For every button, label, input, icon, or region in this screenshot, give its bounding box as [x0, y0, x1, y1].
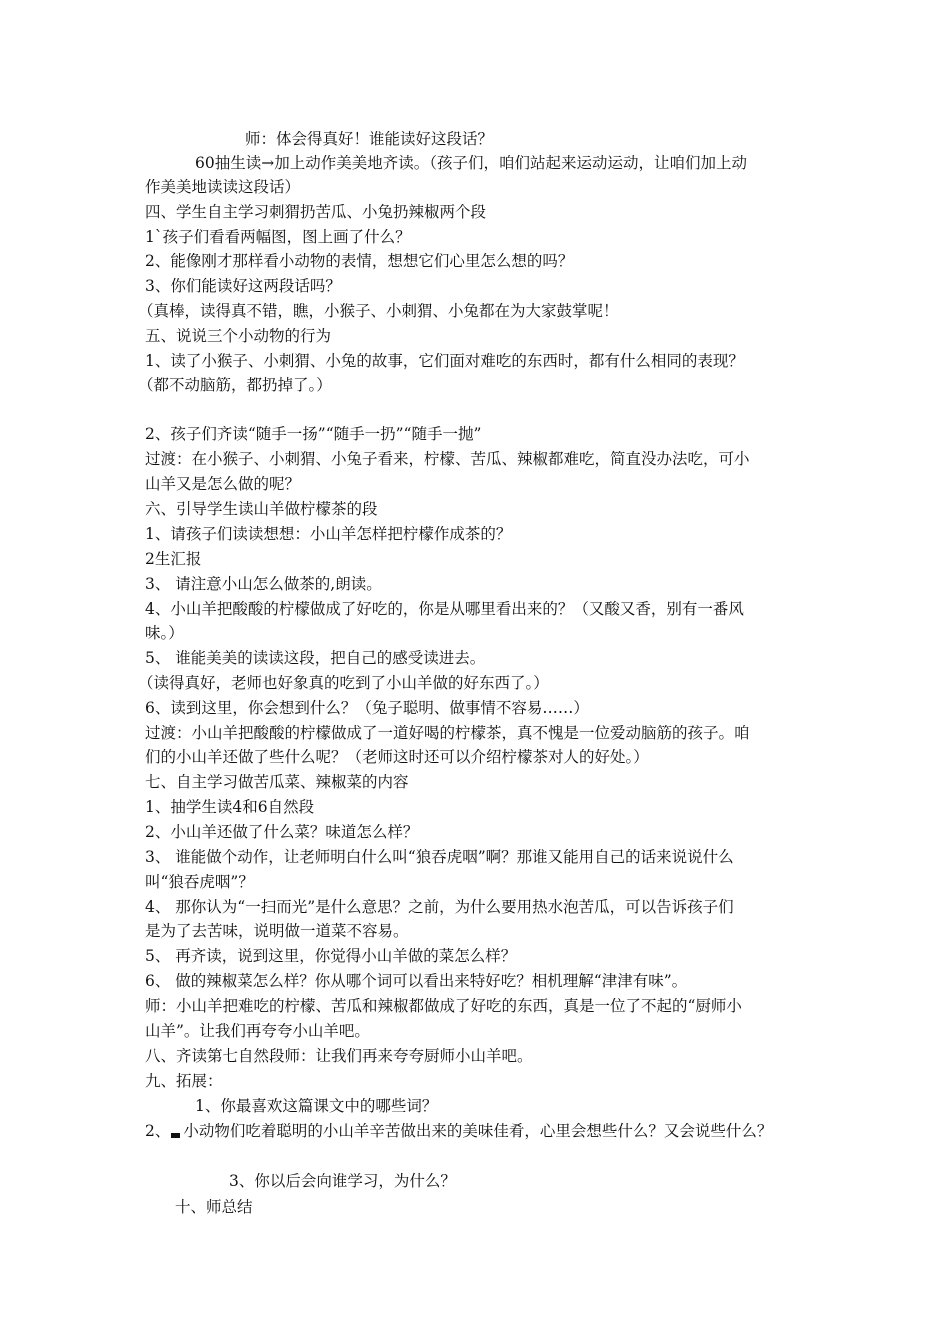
text-line: [145, 1120, 815, 1142]
text-line: （读得真好，老师也好象真的吃到了小山羊做的好东西了。）: [138, 674, 549, 692]
text-line: 过渡：在小猴子、小刺猬、小兔子看来，柠檬、苦瓜、辣椒都难吃，简直没办法吃，可小: [145, 450, 750, 468]
section-heading: 十、师总结: [175, 1198, 253, 1216]
text-line: 们的小山羊还做了些什么呢？（老师这时还可以介绍柠檬茶对人的好处。）: [145, 748, 649, 766]
text-line: 6、 做的辣椒菜怎么样？你从哪个词可以看出来特好吃？相机理解“津津有味”。: [145, 972, 688, 990]
text-line: 山羊又是怎么做的呢？: [145, 475, 301, 493]
section-heading: 八、齐读第七自然段师：让我们再来夸夸厨师小山羊吧。: [145, 1047, 533, 1065]
text-line: 4、小山羊把酸酸的柠檬做成了好吃的，你是从哪里看出来的？（又酸又香，别有一番风: [145, 600, 744, 618]
text-line: 师：体会得真好！谁能读好这段话？: [245, 130, 494, 148]
text-line: 6、读到这里，你会想到什么？（兔子聪明、做事情不容易……）: [145, 699, 589, 717]
text-line: 5、 谁能美美的读读这段，把自己的感受读进去。: [145, 649, 486, 667]
text-line: 60抽生读→加上动作美美地齐读。（孩子们，咱们站起来运动运动，让咱们加上动: [195, 154, 747, 172]
text-line: 师：小山羊把难吃的柠檬、苦瓜和辣椒都做成了好吃的东西，真是一位了不起的“厨师小: [145, 997, 742, 1015]
text-line: 2生汇报: [145, 550, 202, 568]
text-line: 1、抽学生读4和6自然段: [145, 798, 315, 816]
text-line: 1、请孩子们读读想想：小山羊怎样把柠檬作成茶的？: [145, 525, 512, 543]
section-heading: 九、拓展：: [145, 1072, 223, 1090]
text-line: 3、 谁能做个动作，让老师明白什么叫“狼吞虎咽”啊？那谁又能用自己的话来说说什么: [145, 848, 734, 866]
text-line: 2、小山羊还做了什么菜？味道怎么样？: [145, 823, 419, 841]
text-line: 3、 请注意小山怎么做茶的,朗读。: [145, 575, 382, 593]
text-line: 1、你最喜欢这篇课文中的哪些词？: [195, 1097, 438, 1115]
text-line: 5、 再齐读，说到这里，你觉得小山羊做的菜怎么样？: [145, 947, 517, 965]
text-line: 过渡：小山羊把酸酸的柠檬做成了一道好喝的柠檬茶，真不愧是一位爱动脑筋的孩子。咱: [145, 724, 750, 742]
text-line: 1`孩子们看看两幅图，图上画了什么？: [145, 228, 411, 246]
section-heading: 四、学生自主学习刺猬扔苦瓜、小兔扔辣椒两个段: [145, 203, 487, 221]
text-line: 3、你们能读好这两段话吗？: [145, 277, 341, 295]
list-text: 小动物们吃着聪明的小山羊辛苦做出来的美味佳肴，心里会想些什么？又会说些什么？: [183, 1122, 773, 1140]
text-line: （真棒，读得真不错，瞧，小猴子、小刺猬、小兔都在为大家鼓掌呢！: [138, 302, 619, 320]
text-line: （都不动脑筋，都扔掉了。）: [138, 376, 332, 394]
text-line: 3、你以后会向谁学习，为什么？: [229, 1172, 456, 1190]
section-heading: 六、引导学生读山羊做柠檬茶的段: [145, 500, 378, 518]
text-line: 4、 那你认为“一扫而光”是什么意思？之前，为什么要用热水泡苦瓜，可以告诉孩子们: [145, 898, 734, 916]
bullet-mark: [171, 1133, 180, 1138]
text-line: 1、读了小猴子、小刺猬、小兔的故事，它们面对难吃的东西时，都有什么相同的表现？: [145, 352, 744, 370]
section-heading: 五、说说三个小动物的行为: [145, 327, 332, 345]
text-line: 味。）: [145, 624, 184, 642]
text-line: 是为了去苦味，说明做一道菜不容易。: [145, 922, 409, 940]
section-heading: 七、自主学习做苦瓜菜、辣椒菜的内容: [145, 773, 409, 791]
text-line: 山羊”。让我们再夸夸小山羊吧。: [145, 1022, 370, 1040]
text-line: 2、能像刚才那样看小动物的表情，想想它们心里怎么想的吗？: [145, 252, 574, 270]
text-line: 叫“狼吞虎咽”？: [145, 873, 254, 891]
list-number: 2、: [145, 1122, 171, 1140]
text-line: 作美美地读读这段话）: [145, 178, 301, 196]
text-line: 2、孩子们齐读“随手一扬”“随手一扔”“随手一抛”: [145, 425, 482, 443]
